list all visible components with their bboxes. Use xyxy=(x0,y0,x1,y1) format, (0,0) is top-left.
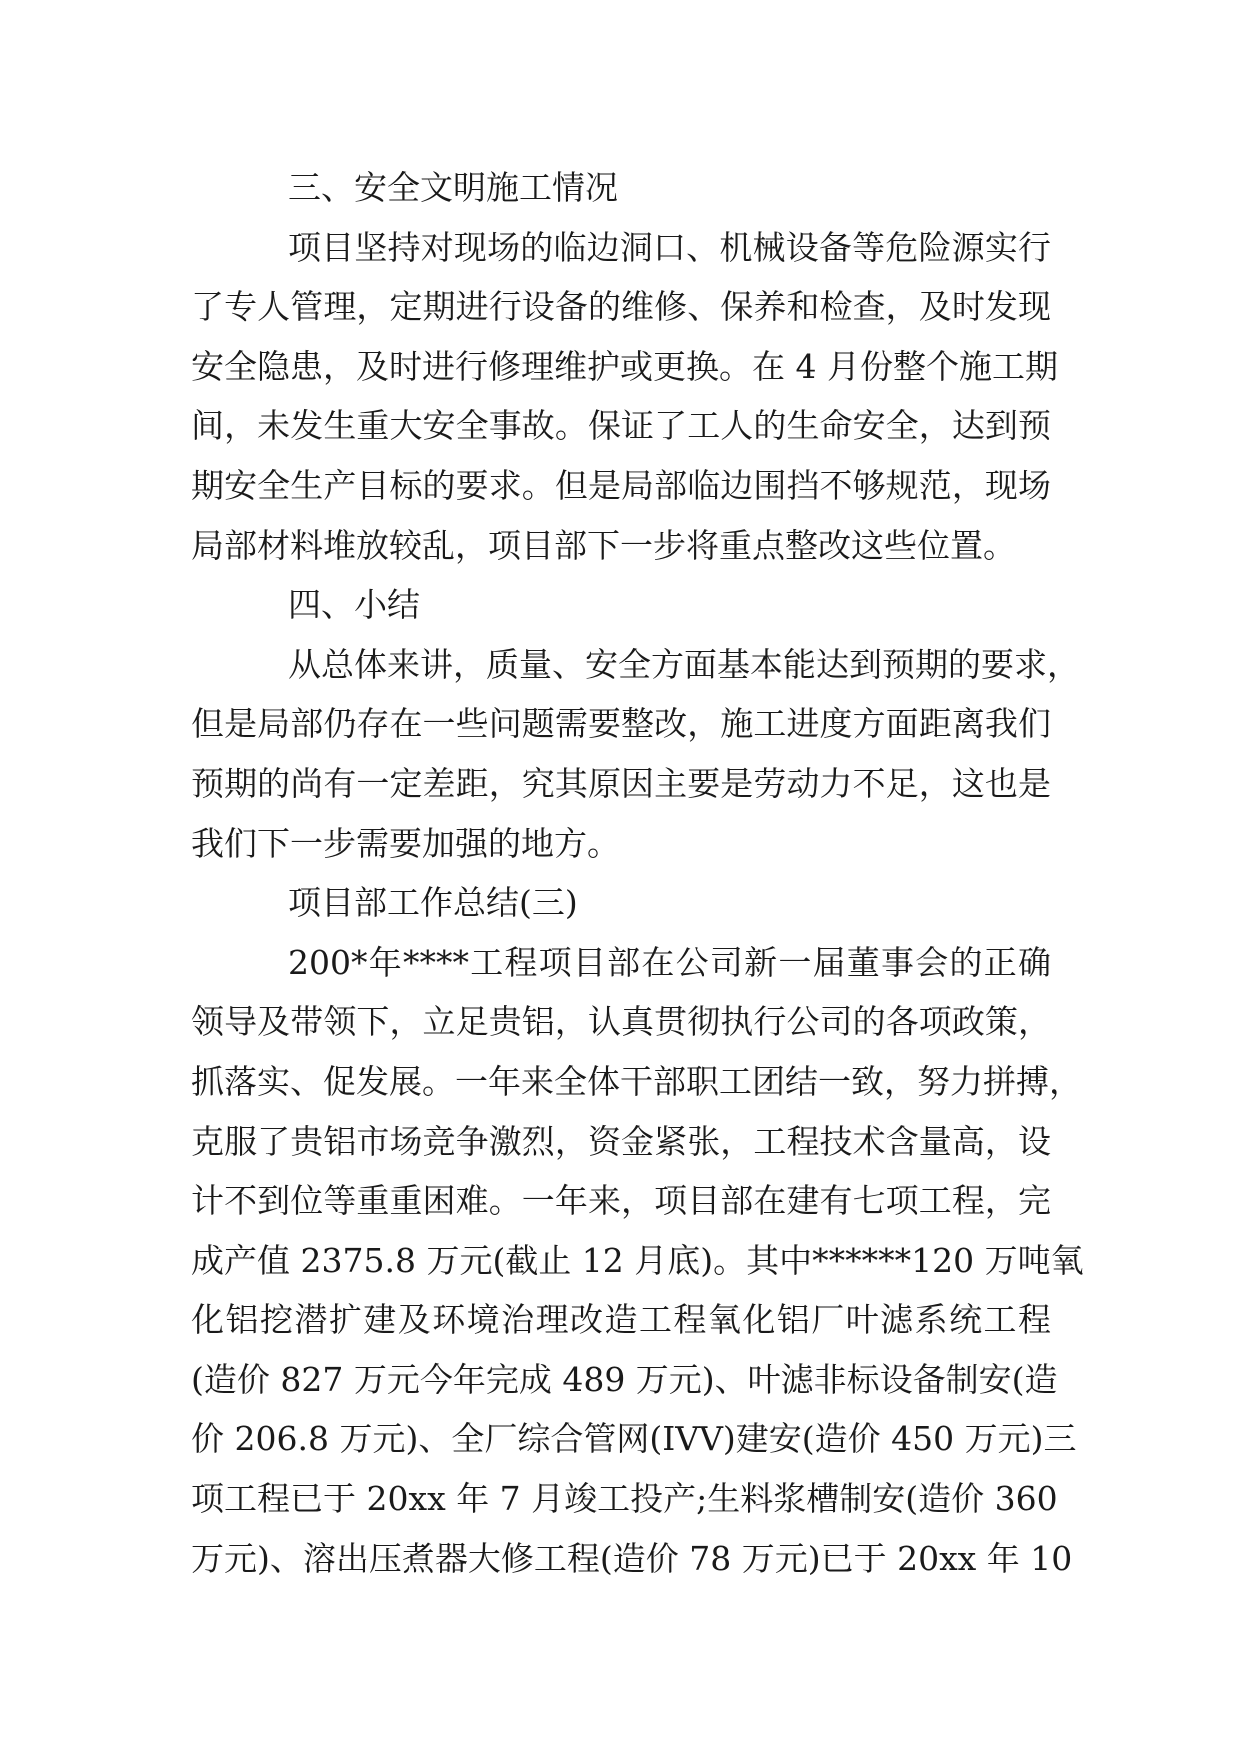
paragraph-line: 抓落实、促发展。一年来全体干部职工团结一致，努力拼搏， xyxy=(191,1061,1082,1101)
section-heading-report-three: 项目部工作总结(三) xyxy=(288,883,578,923)
paragraph-line: 计不到位等重重困难。一年来，项目部在建有七项工程，完 xyxy=(191,1181,1051,1221)
section-heading-summary: 四、小结 xyxy=(288,585,420,625)
paragraph-line: 领导及带领下，立足贵铝，认真贯彻执行公司的各项政策， xyxy=(191,1002,1051,1042)
paragraph-line: 了专人管理，定期进行设备的维修、保养和检查，及时发现 xyxy=(191,287,1051,327)
paragraph-line: 从总体来讲，质量、安全方面基本能达到预期的要求， xyxy=(288,644,1080,684)
paragraph-line: 化铝挖潜扩建及环境治理改造工程氧化铝厂叶滤系统工程 xyxy=(191,1300,1051,1340)
paragraph-line: 我们下一步需要加强的地方。 xyxy=(191,823,620,863)
document-body xyxy=(191,158,1084,1588)
paragraph-line: 期安全生产目标的要求。但是局部临边围挡不够规范，现场 xyxy=(191,465,1051,505)
paragraph-line: 200*年****工程项目部在公司新一届董事会的正确 xyxy=(288,942,1051,982)
section-heading-safety: 三、安全文明施工情况 xyxy=(288,168,618,207)
paragraph-line: 项工程已于 20xx 年 7 月竣工投产;生料浆槽制安(造价 360 xyxy=(191,1479,1058,1519)
paragraph-line: 预期的尚有一定差距，究其原因主要是劳动力不足，这也是 xyxy=(191,763,1051,803)
paragraph-line: 克服了贵铝市场竞争激烈，资金紧张，工程技术含量高，设 xyxy=(191,1121,1051,1161)
paragraph-line: 成产值 2375.8 万元(截止 12 月底)。其中******120 万吨氧 xyxy=(191,1240,1084,1280)
paragraph-line: 项目坚持对现场的临边洞口、机械设备等危险源实行 xyxy=(288,227,1051,267)
paragraph-line: (造价 827 万元今年完成 489 万元)、叶滤非标设备制安(造 xyxy=(191,1359,1058,1399)
paragraph-line: 万元)、溶出压煮器大修工程(造价 78 万元)已于 20xx 年 10 xyxy=(191,1538,1073,1578)
paragraph-line: 但是局部仍存在一些问题需要整改，施工进度方面距离我们 xyxy=(191,704,1051,744)
paragraph-line: 局部材料堆放较乱，项目部下一步将重点整改这些位置。 xyxy=(191,525,1016,565)
paragraph-line: 价 206.8 万元)、全厂综合管网(IVV)建安(造价 450 万元)三 xyxy=(191,1419,1077,1459)
paragraph-line: 安全隐患，及时进行修理维护或更换。在 4 月份整个施工期 xyxy=(191,346,1058,386)
paragraph-line: 间，未发生重大安全事故。保证了工人的生命安全，达到预 xyxy=(191,406,1051,446)
